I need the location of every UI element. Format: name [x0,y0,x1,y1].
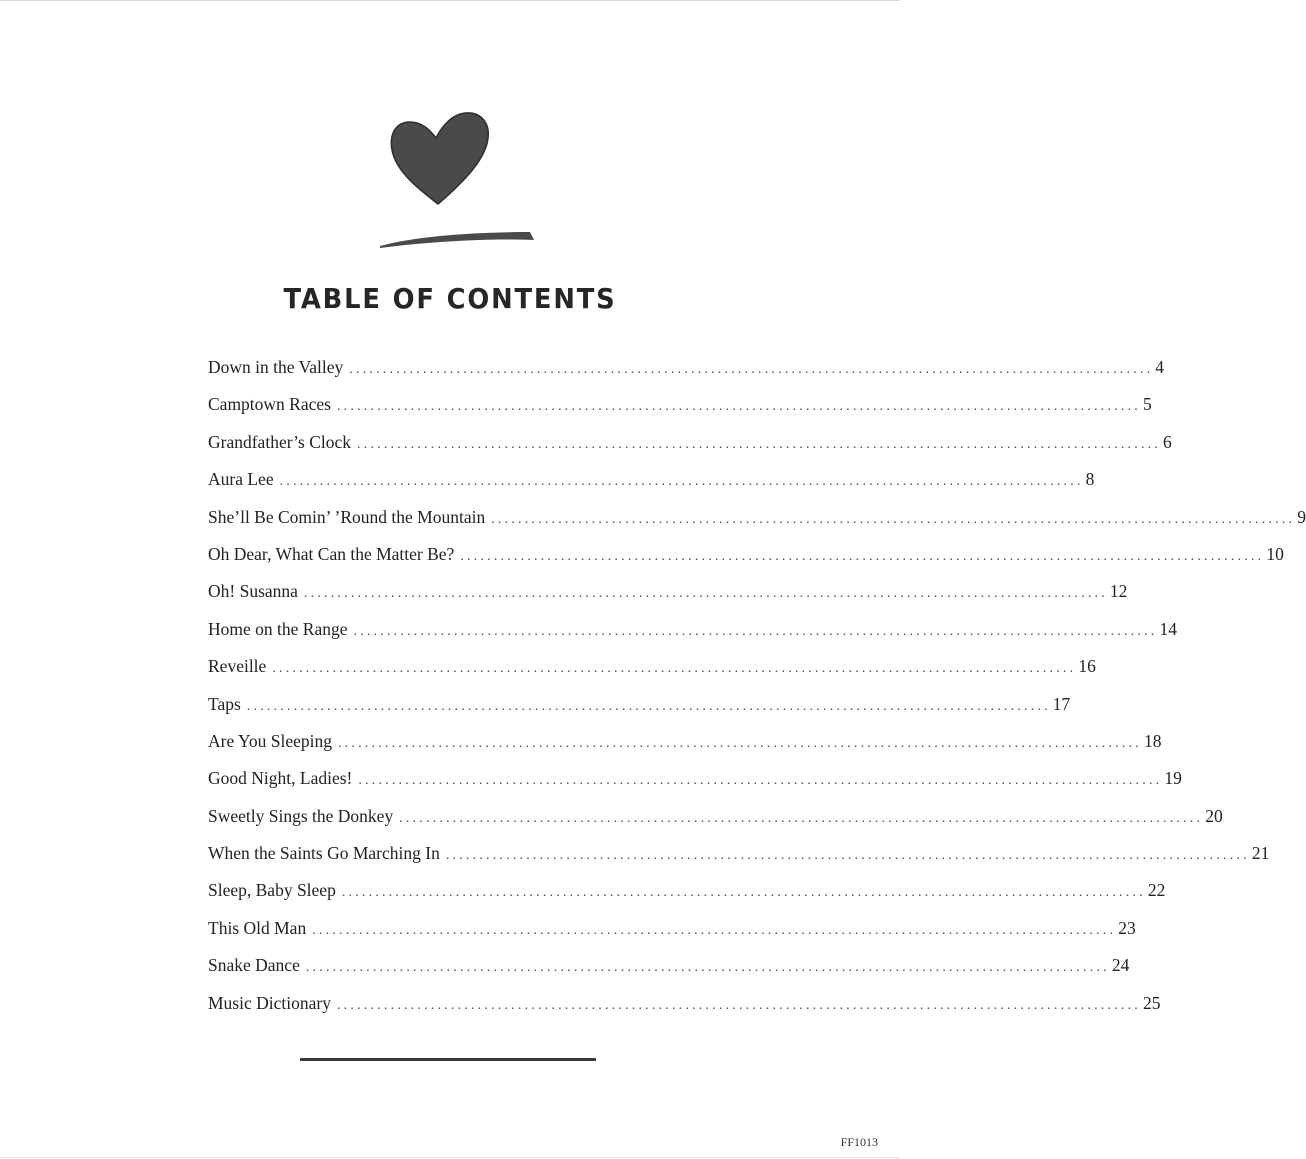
toc-entry-page-number: 18 [1143,730,1162,751]
toc-entry-title: Sweetly Sings the Donkey [208,805,394,826]
toc-entry-title: Are You Sleeping [208,730,332,751]
toc-entry-page-number: 21 [1251,843,1270,864]
bottom-divider [300,1058,596,1061]
toc-entry-title: Sleep, Baby Sleep [208,880,336,901]
toc-entry-page-number: 24 [1111,955,1130,976]
toc-dot-leader: ........................................................................................................................ [305,960,1110,976]
toc-entry-title: This Old Man [208,917,307,938]
toc-entry-page-number: 19 [1164,768,1182,789]
toc-dot-leader: ........................................................................................................................ [246,698,1051,714]
toc-entry-page-number: 17 [1052,693,1071,714]
toc-entry-title: Camptown Races [208,394,331,415]
toc-dot-leader: ........................................................................................................................ [279,474,1084,490]
toc-entry-page-number: 22 [1147,880,1166,901]
toc-entry-title: Good Night, Ladies! [208,768,353,789]
toc-entry [208,910,1136,947]
toc-dot-leader: ........................................................................................................................ [349,362,1154,377]
toc-dot-leader: ........................................................................................................................ [303,586,1108,602]
table-of-contents [208,349,1306,1022]
toc-entry-page-number: 9 [1297,506,1306,527]
toc-entry-page-number: 10 [1266,543,1284,564]
page-top-edge [0,0,900,1]
toc-entry-page-number: 12 [1109,581,1128,602]
toc-entry-title: Snake Dance [208,955,300,976]
toc-dot-leader: ........................................................................................................................ [445,848,1250,864]
toc-dot-leader: ........................................................................................................................ [336,997,1141,1013]
toc-entry-title: Oh Dear, What Can the Matter Be? [208,543,455,564]
footer-code: FF1013 [840,1135,878,1149]
toc-entry-page-number: 6 [1163,431,1172,452]
toc-entry-page-number: 16 [1078,656,1096,677]
toc-entry-title: She’ll Be Comin’ ’Round the Mountain [208,506,486,527]
toc-entry [208,349,1165,386]
page-title: TABLE OF CONTENTS [283,282,617,315]
toc-entry [208,573,1128,610]
toc-dot-leader: ........................................................................................................................ [341,885,1146,901]
toc-dot-leader: ........................................................................................................................ [357,436,1162,452]
toc-dot-leader: ........................................................................................................................ [460,548,1265,564]
toc-entry-title: Taps [208,693,241,714]
toc-dot-leader: ........................................................................................................................ [337,735,1142,751]
toc-entry-title: Oh! Susanna [208,581,298,602]
toc-entry [208,835,1270,872]
toc-entry-page-number: 4 [1155,357,1165,377]
toc-entry-title: Down in the Valley [208,357,344,377]
toc-entry-title: Music Dictionary [208,992,331,1013]
toc-entry [208,461,1095,498]
page-bottom-edge [0,1157,900,1158]
toc-entry [208,686,1071,723]
toc-entry-title: Reveille [208,656,267,677]
toc-entry-title: Aura Lee [208,469,274,490]
toc-entry [208,798,1223,835]
heart-icon [386,110,496,210]
toc-entry-title: Home on the Range [208,618,348,639]
toc-dot-leader: ........................................................................................................................ [272,661,1077,677]
toc-entry [208,872,1166,909]
toc-entry-page-number: 25 [1142,992,1161,1013]
toc-entry [208,985,1161,1022]
toc-dot-leader: ........................................................................................................................ [353,623,1158,639]
toc-entry [208,648,1096,685]
toc-entry [208,424,1172,461]
toc-entry [208,536,1284,573]
toc-dot-leader: ........................................................................................................................ [312,922,1117,938]
toc-entry-title: When the Saints Go Marching In [208,843,440,864]
toc-dot-leader: ........................................................................................................................ [399,810,1204,826]
toc-entry-page-number: 20 [1205,805,1223,826]
toc-entry-page-number: 14 [1159,618,1177,639]
toc-entry [208,947,1130,984]
toc-entry-title: Grandfather’s Clock [208,431,352,452]
toc-entry [208,386,1152,423]
toc-entry [208,723,1162,760]
toc-entry-page-number: 8 [1085,469,1095,490]
toc-entry-page-number: 5 [1142,394,1152,415]
toc-dot-leader: ........................................................................................................................ [336,399,1141,415]
toc-entry [208,611,1177,648]
toc-entry-page-number: 23 [1118,917,1136,938]
toc-entry [208,499,1306,536]
toc-dot-leader: ........................................................................................................................ [358,773,1163,789]
toc-entry [208,760,1182,797]
toc-dot-leader: ........................................................................................................................ [491,511,1296,527]
swoosh-underline [376,226,538,250]
